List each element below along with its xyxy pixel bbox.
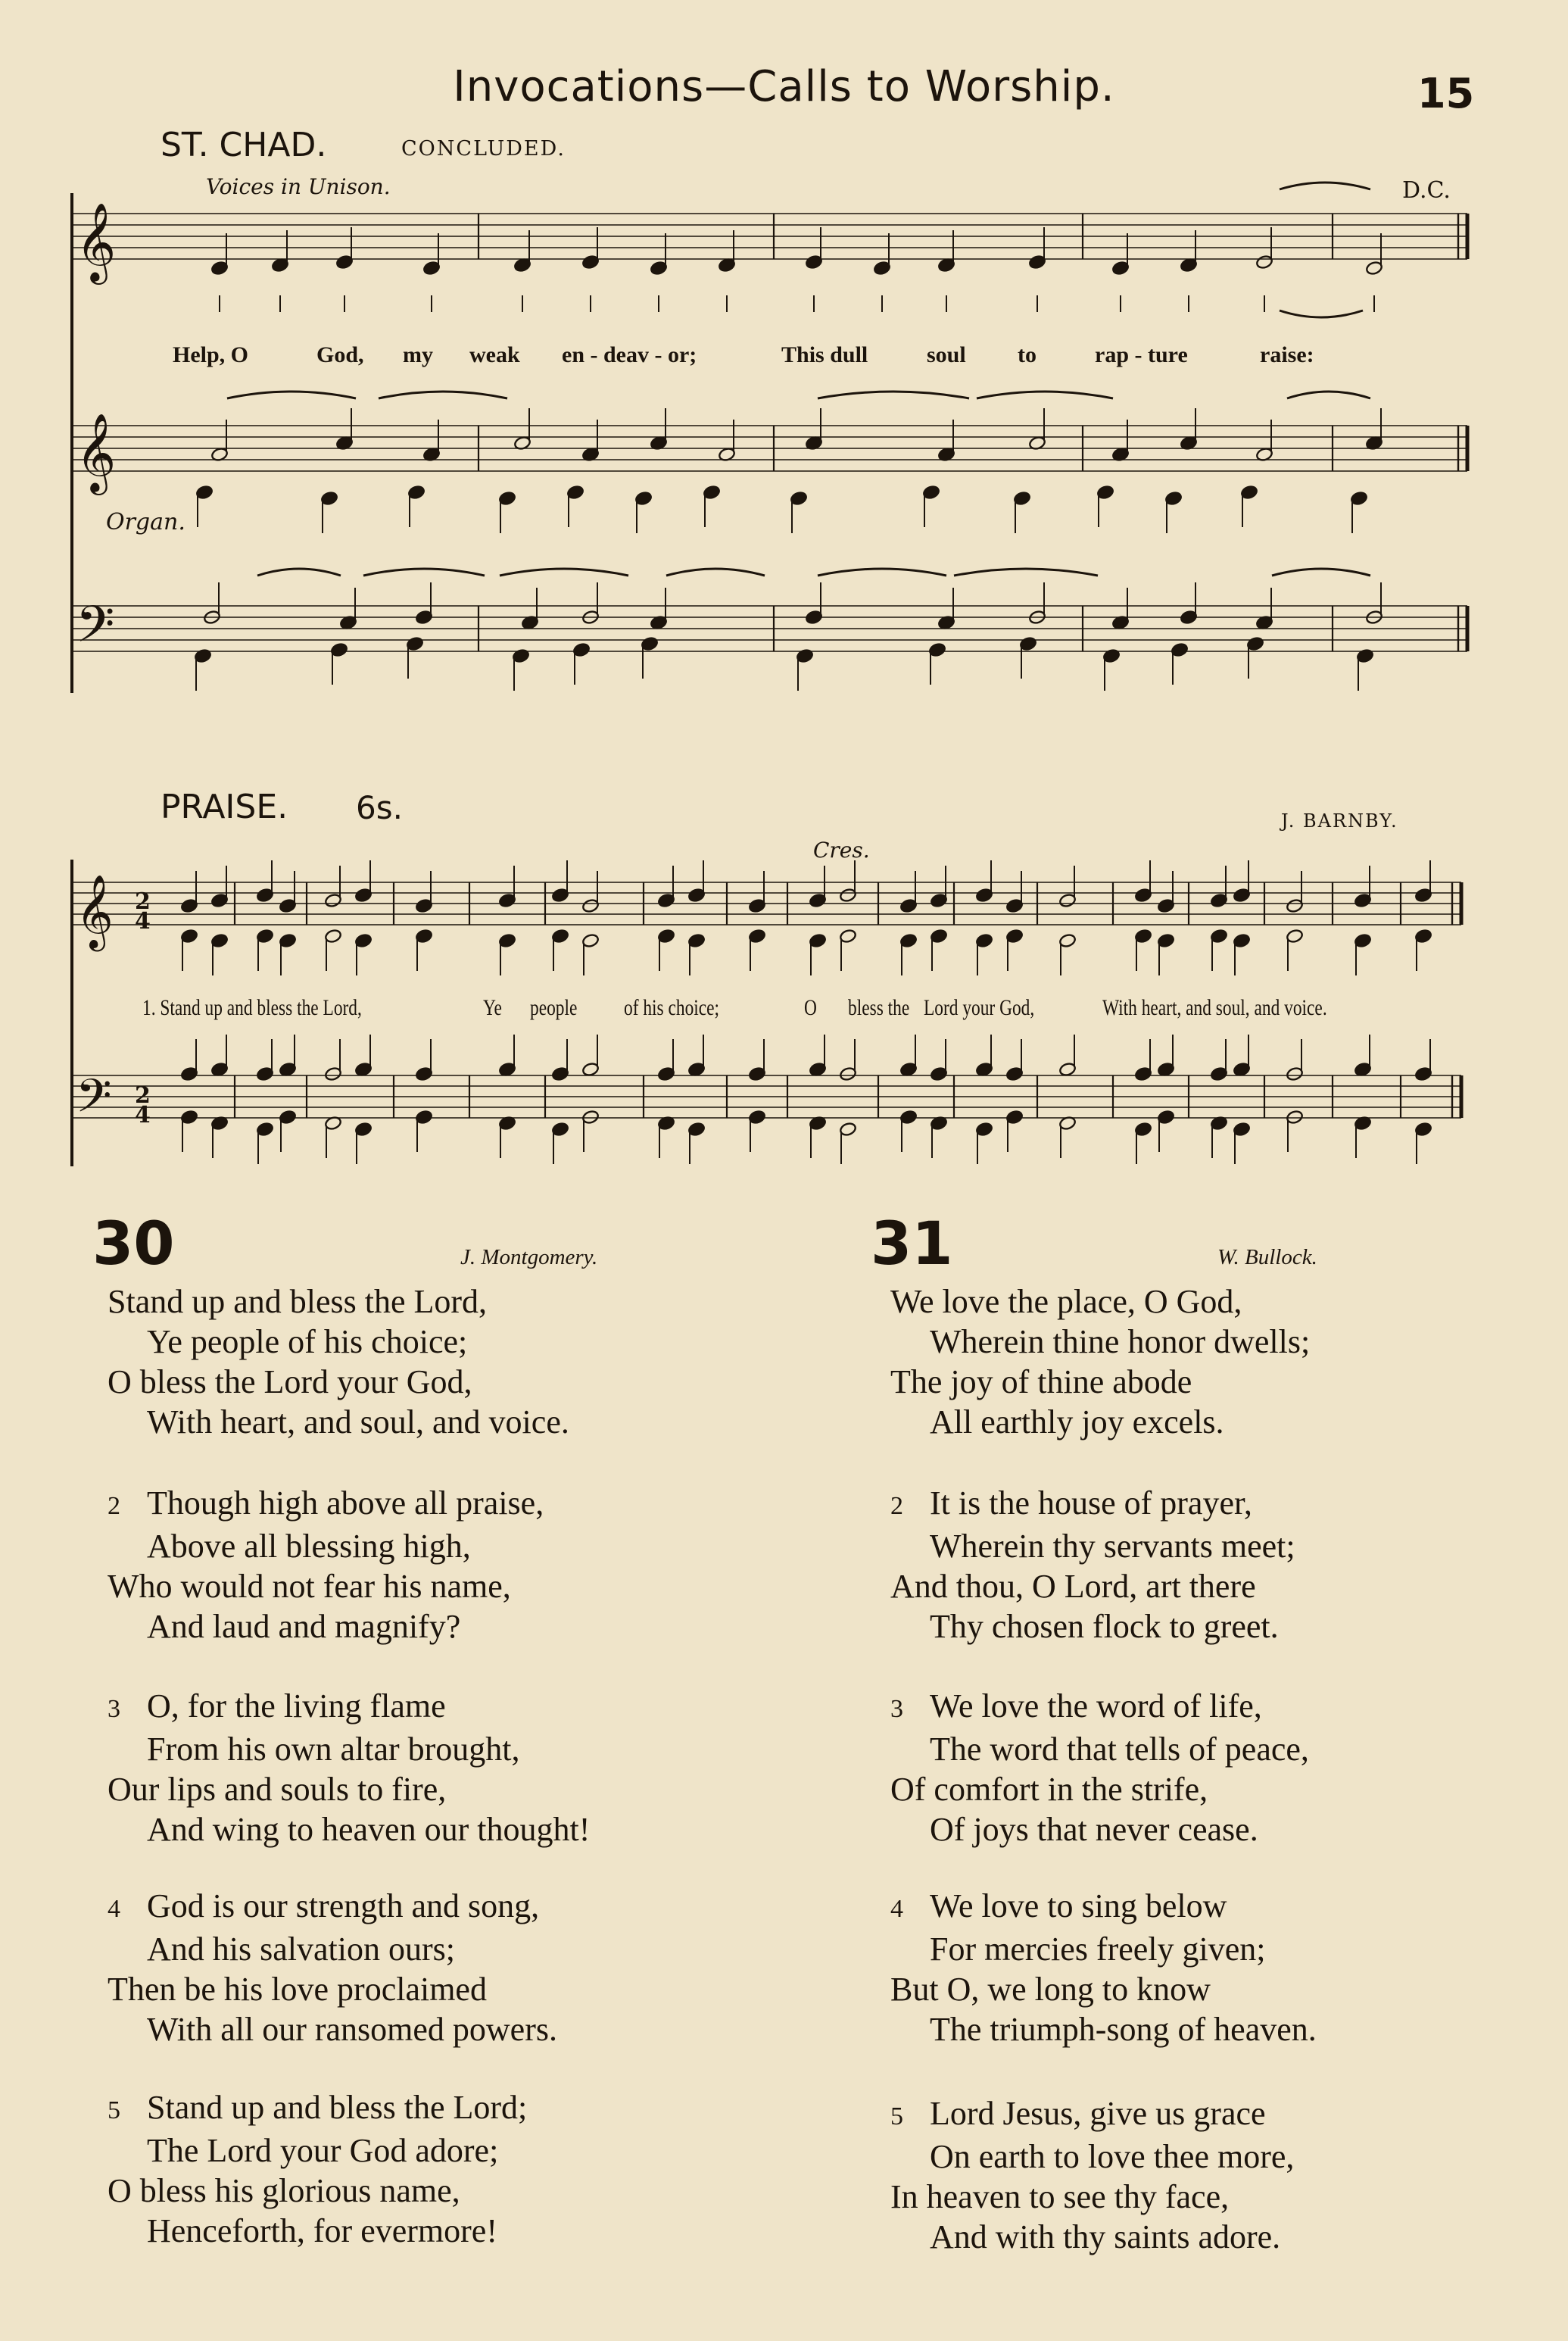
tune-name-praise: PRAISE.: [161, 788, 288, 826]
slur: [954, 569, 1098, 576]
time-signature: 4: [135, 1102, 151, 1128]
verse-line: And with thy saints adore.: [930, 2218, 1281, 2255]
verse-line: And his salvation ours;: [147, 1931, 455, 1968]
hymn-author-31: W. Bullock.: [1217, 1245, 1317, 1269]
lyric-syllable: rap - ture: [1095, 342, 1188, 367]
hymn-30-stanza-4: [108, 1886, 827, 2049]
verse-line: And thou, O Lord, art there: [890, 1568, 1256, 1605]
stanza-number: 5: [108, 2096, 120, 2124]
slur: [818, 392, 969, 398]
lyric-syllable: my: [403, 342, 433, 367]
time-signature: 2: [135, 888, 151, 915]
slur: [379, 392, 507, 398]
treble-clef-icon: 𝄞: [76, 874, 114, 948]
hymn-author-30: J. Montgomery.: [460, 1245, 598, 1269]
verse-line: With heart, and soul, and voice.: [147, 1403, 569, 1440]
verse-line: We love to sing below: [930, 1887, 1227, 1924]
lyric-syllable: soul: [927, 342, 966, 367]
hymn-31-stanza-5: [890, 2093, 1568, 2257]
verse-line: The joy of thine abode: [890, 1363, 1192, 1400]
verse-line: Stand up and bless the Lord;: [147, 2089, 528, 2126]
lyric-syllable: en - deav - or;: [562, 342, 697, 367]
slur: [227, 392, 356, 398]
verse-line: Henceforth, for evermore!: [147, 2212, 497, 2249]
verse-line: Wherein thy servants meet;: [930, 1528, 1295, 1565]
verse-line: Ye people of his choice;: [147, 1323, 468, 1360]
hymn-31-stanza-1: [890, 1281, 1568, 1442]
verse-line: But O, we long to know: [890, 1971, 1211, 2008]
lyric-syllable: raise:: [1260, 342, 1314, 367]
lyric-syllable: God,: [316, 342, 364, 367]
organ-label: Organ.: [106, 509, 185, 535]
hymn-number-31: 31: [871, 1210, 953, 1278]
stanza-number: 4: [890, 1895, 903, 1923]
lyric-syllable: Ye: [483, 995, 502, 1020]
lyric-syllable: bless the: [848, 995, 910, 1020]
verse-line: Though high above all praise,: [147, 1484, 544, 1522]
hymn-31-stanza-4: [890, 1886, 1568, 2049]
stanza-number: 3: [108, 1695, 120, 1723]
verse-line: All earthly joy excels.: [930, 1403, 1224, 1440]
verse-line: O bless his glorious name,: [108, 2172, 460, 2209]
verse-line: From his own altar brought,: [147, 1731, 520, 1768]
tempo-direction: Voices in Unison.: [206, 174, 391, 199]
hymn-30-stanza-2: [108, 1483, 827, 1647]
verse-line: With all our ransomed powers.: [147, 2011, 557, 2048]
tune-name-st-chad: ST. CHAD.: [161, 126, 327, 164]
slur: [1280, 183, 1370, 189]
verse-line: O bless the Lord your God,: [108, 1363, 472, 1400]
lyric-syllable: weak: [469, 342, 520, 367]
page-number: 15: [1417, 70, 1475, 117]
stanza-number: 5: [890, 2102, 903, 2130]
verse-line: O, for the living flame: [147, 1687, 446, 1725]
bass-clef-icon: 𝄢: [76, 1069, 112, 1135]
time-signature: 4: [135, 908, 151, 935]
lyric-syllable: people: [530, 995, 578, 1020]
time-signature: 2: [135, 1082, 151, 1109]
stanza-number: 2: [890, 1492, 903, 1520]
verse-line: Thy chosen flock to greet.: [930, 1608, 1279, 1645]
da-capo-mark: D.C.: [1402, 177, 1451, 204]
verse-line: The Lord your God adore;: [147, 2132, 499, 2169]
verse-line: For mercies freely given;: [930, 1931, 1266, 1968]
lyric-syllable: Help, O: [173, 342, 249, 367]
lyric-syllable: 1. Stand up and bless the Lord,: [142, 995, 362, 1020]
hymn-number-30: 30: [92, 1210, 175, 1278]
slur: [257, 569, 341, 576]
verse-line: God is our strength and song,: [147, 1887, 540, 1924]
slur: [666, 569, 765, 576]
verse-line: We love the place, O God,: [890, 1283, 1242, 1320]
slur: [1287, 392, 1370, 398]
verse-line: Lord Jesus, give us grace: [930, 2095, 1266, 2132]
page-title: Invocations—Calls to Worship.: [453, 62, 1115, 111]
stanza-number: 2: [108, 1492, 120, 1520]
hymn-30-stanza-1: [108, 1281, 827, 1442]
lyric-syllable: O: [804, 995, 817, 1020]
verse-line: We love the word of life,: [930, 1687, 1262, 1725]
verse-line: On earth to love thee more,: [930, 2138, 1295, 2175]
verse-line: Of comfort in the strife,: [890, 1771, 1208, 1808]
verse-line: It is the house of prayer,: [930, 1484, 1252, 1522]
verse-line: In heaven to see thy face,: [890, 2178, 1230, 2215]
slur: [977, 392, 1113, 398]
hymn-30-stanza-3: [108, 1686, 827, 1849]
verse-line: Wherein thine honor dwells;: [930, 1323, 1311, 1360]
tune-meter: 6s.: [356, 789, 403, 826]
stanza-number: 3: [890, 1695, 903, 1723]
lyric-syllable: Lord your God,: [924, 995, 1035, 1020]
lyric-syllable: This dull: [781, 342, 868, 367]
verse-line: Above all blessing high,: [147, 1528, 471, 1565]
verse-line: The triumph-song of heaven.: [930, 2011, 1317, 2048]
verse-line: Our lips and souls to fire,: [108, 1771, 447, 1808]
slur: [1280, 311, 1363, 317]
verse-line: Stand up and bless the Lord,: [108, 1283, 488, 1320]
composer-credit: J. BARNBY.: [1281, 810, 1398, 832]
crescendo-mark: Cres.: [813, 838, 870, 863]
slur: [1272, 569, 1370, 576]
verse-line: Who would not fear his name,: [108, 1568, 511, 1605]
verse-line: Of joys that never cease.: [930, 1811, 1258, 1848]
treble-clef-icon: 𝄞: [76, 202, 117, 282]
stanza-number: 4: [108, 1895, 120, 1923]
slur: [818, 569, 946, 576]
tune-note-concluded: CONCLUDED.: [401, 137, 566, 161]
lyric-syllable: of his choice;: [624, 995, 720, 1020]
verse-line: Then be his love proclaimed: [108, 1971, 487, 2008]
verse-line: And wing to heaven our thought!: [147, 1811, 591, 1848]
bass-clef-icon: 𝄢: [76, 595, 115, 666]
verse-line: The word that tells of peace,: [930, 1731, 1309, 1768]
lyric-syllable: With heart, and soul, and voice.: [1102, 995, 1327, 1020]
slur: [500, 569, 628, 576]
treble-clef-icon: 𝄞: [76, 413, 117, 492]
hymn-31-stanza-3: [890, 1686, 1568, 1849]
lyric-syllable: to: [1018, 342, 1037, 367]
slur: [363, 569, 485, 576]
verse-line: And laud and magnify?: [147, 1608, 461, 1645]
hymn-30-stanza-5: [108, 2087, 827, 2251]
hymn-31-stanza-2: [890, 1483, 1568, 1647]
